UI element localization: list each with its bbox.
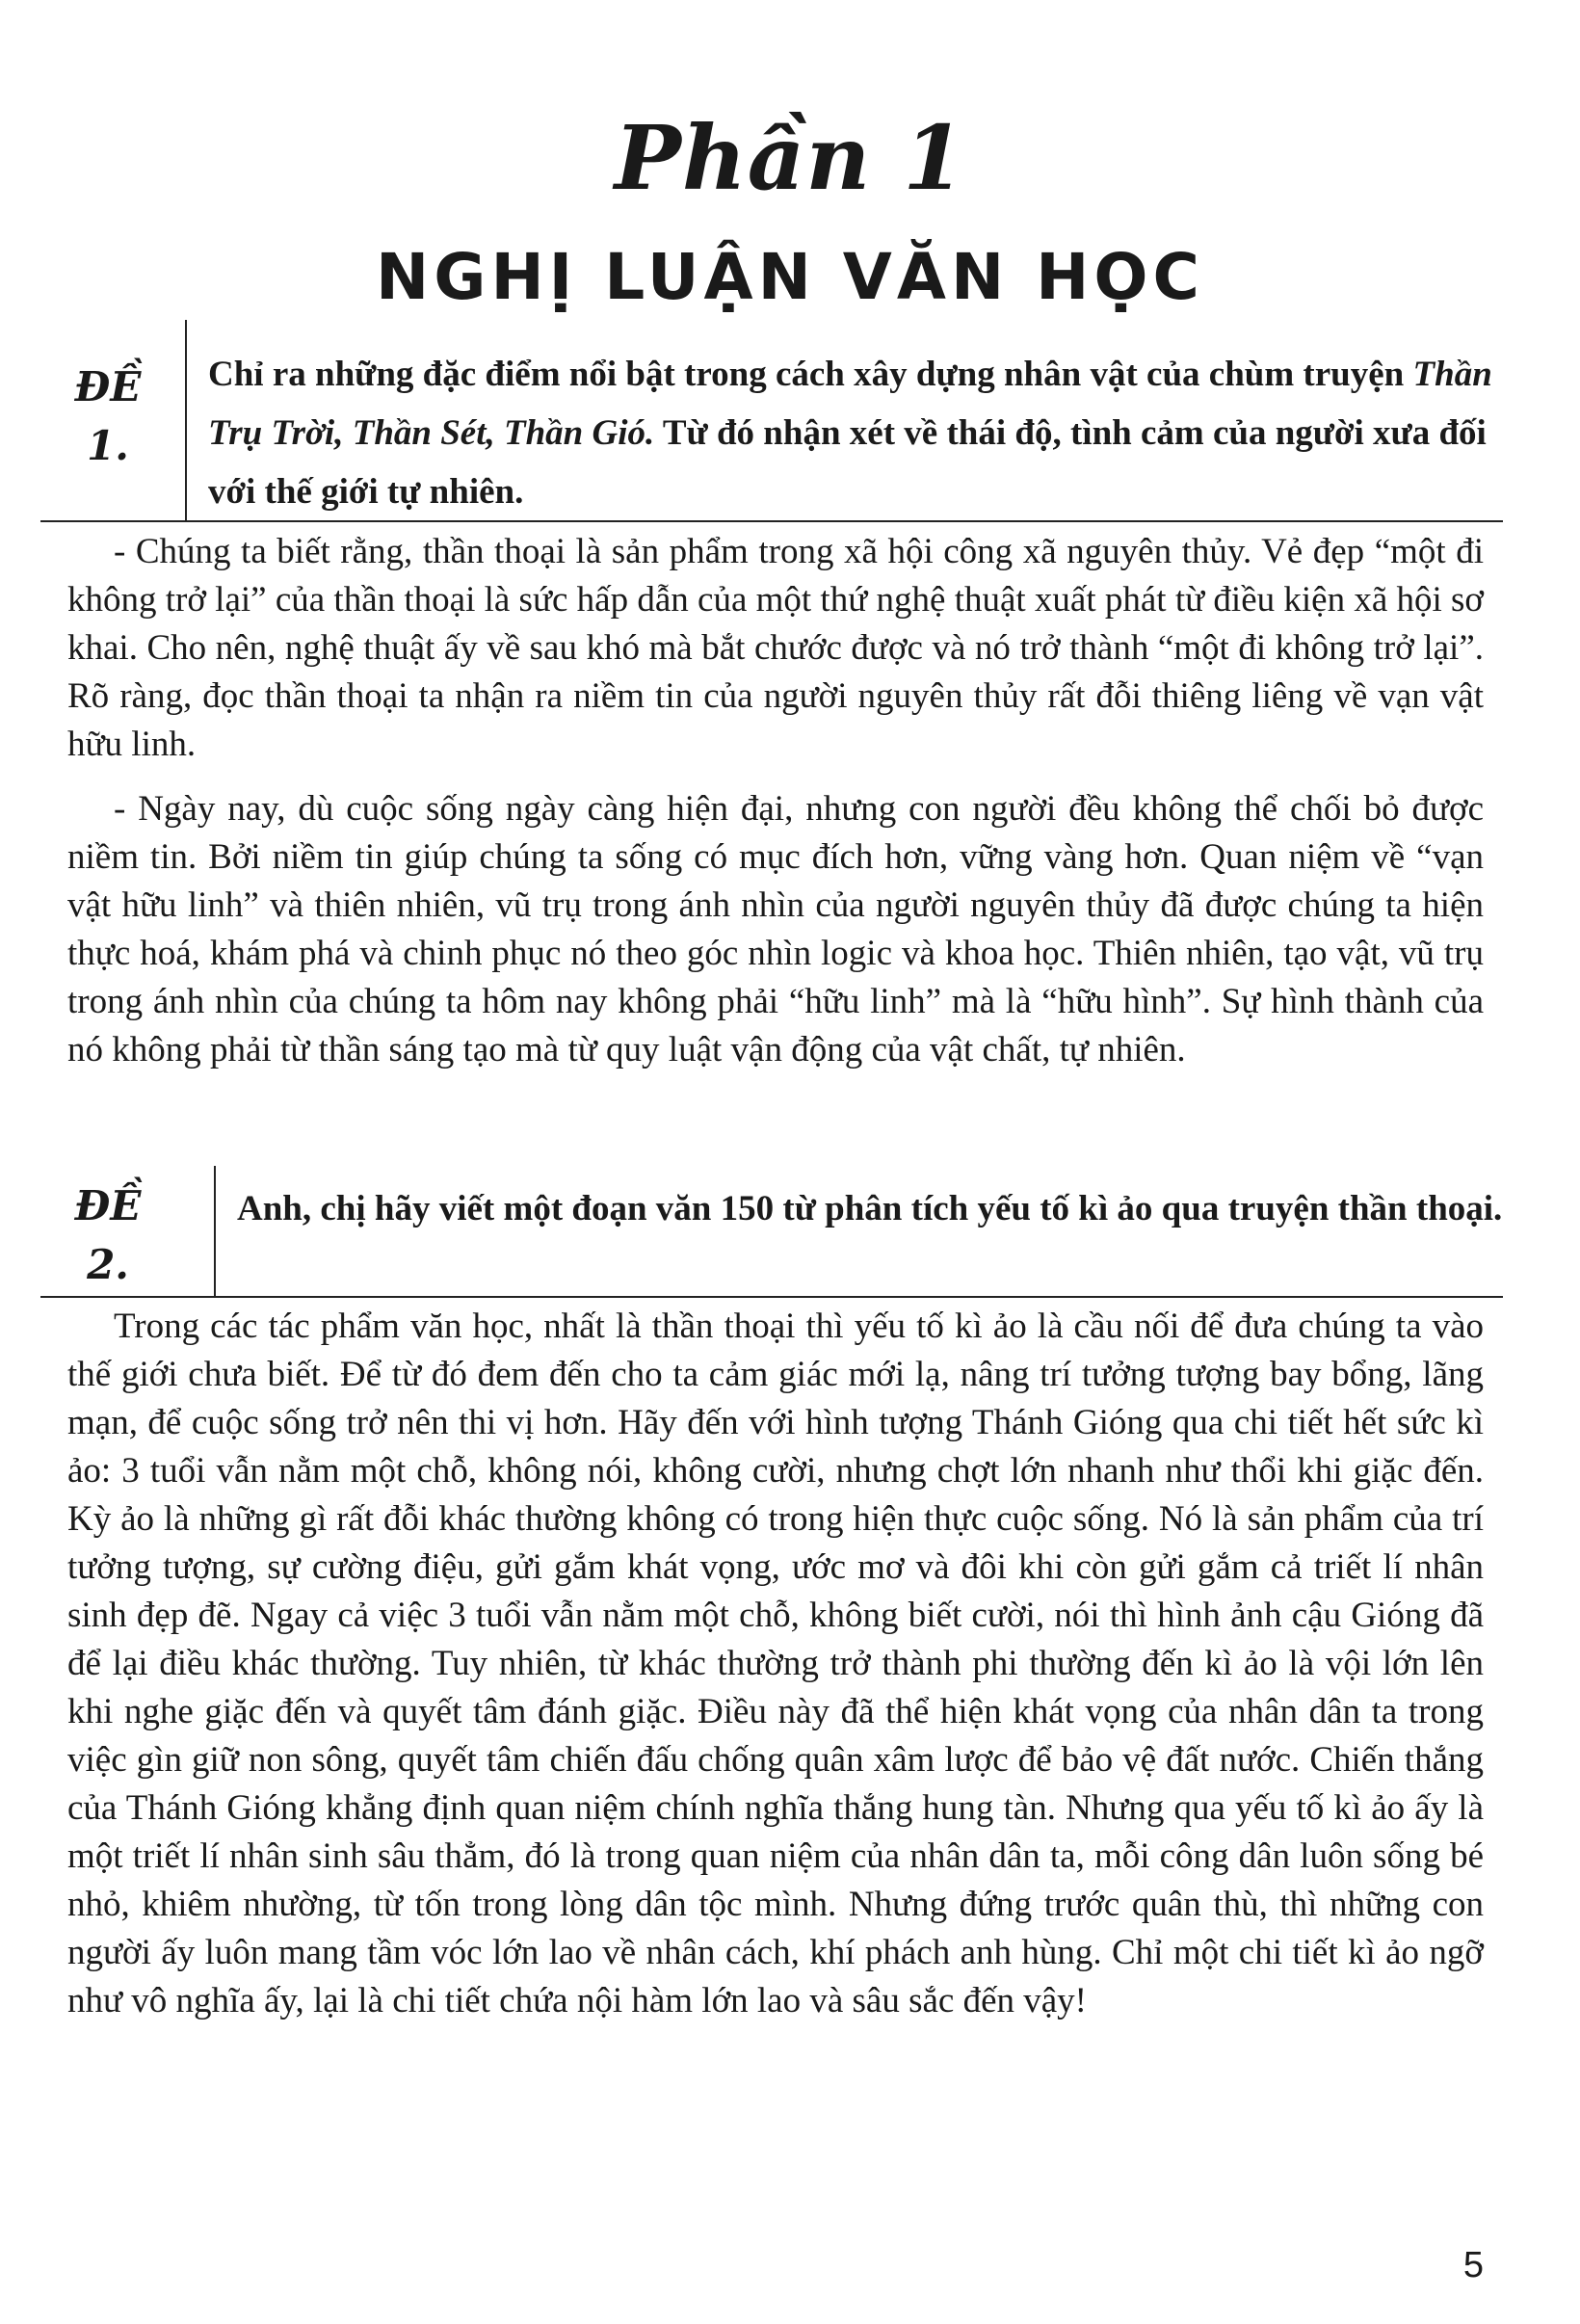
answer-1-paragraph-1: - Chúng ta biết rằng, thần thoại là sản phẩm trong xã hội công xã nguyên thủy. Vẻ đẹp “một đi không trở lại” của thần thoại là sức hấp dẫn của một thứ nghệ thuật xuất phát từ điều kiện xã hội sơ khai. Cho nên, nghệ thuật ấy về sau khó mà bắt chước được và nó trở thành “một đi không trở lại”. Rõ ràng, đọc thần thoại ta nhận ra niềm tin của người nguyên thủy rất đỗi thiêng liêng về vạn vật hữu linh. [67, 532, 1484, 764]
question-label-2-word: ĐỀ [74, 1182, 142, 1229]
part-title: Phần 1 [614, 106, 966, 210]
question-label-1 [40, 320, 175, 520]
question-label-1-word: ĐỀ [74, 363, 142, 410]
question-label-2 [40, 1166, 175, 1296]
question-text-1-start: Chỉ ra những đặc điểm nổi bật trong cách xây dựng nhân vật của chùm truyện [208, 355, 1413, 394]
question-text-1-end: Từ đó nhận xét về thái độ, tình cảm của người xưa đối với thế giới tự nhiên. [208, 413, 1487, 512]
question-label-1-number: 1. [87, 421, 129, 469]
question-block-2 [40, 1166, 1503, 1298]
page-number: 5 [1462, 2245, 1484, 2285]
question-text-1 [185, 320, 1503, 520]
question-block-1 [40, 320, 1503, 522]
question-text-2: Anh, chị hãy viết một đoạn văn 150 từ phân tích yếu tố kì ảo qua truyện thần thoại. [214, 1166, 1503, 1296]
answer-2-paragraph-1: Trong các tác phẩm văn học, nhất là thần thoại thì yếu tố kì ảo là cầu nối để đưa chúng ta vào thế giới chưa biết. Để từ đó đem đến cho ta cảm giác mới lạ, nâng trí tưởng tượng bay bổng, lãng mạn, để cuộc sống trở nên thi vị hơn. Hãy đến với hình tượng Thánh Gióng qua chi tiết hết sức kì ảo: 3 tuổi vẫn nằm một chỗ, không nói, không cười, nhưng chợt lớn nhanh như thổi khi giặc đến. Kỳ ảo là những gì rất đỗi khác thường không có trong hiện thực cuộc sống. Nó là sản phẩm của trí tưởng tượng, sự cường điệu, gửi gắm khát vọng, ước mơ và đôi khi còn gửi gắm cả triết lí nhân sinh đẹp đẽ. Ngay cả việc 3 tuổi vẫn nằm một chỗ, không biết cười, nói thì hình ảnh cậu Gióng đã để lại điều khác thường. Tuy nhiên, từ khác thường trở thành phi thường đến kì ảo là vội lớn lên khi nghe giặc đến và quyết tâm đánh giặc. Điều này đã thể hiện khát vọng của nhân dân ta trong việc gìn giữ non sông, quyết tâm chiến đấu chống quân xâm lược để bảo vệ đất nước. Chiến thắng của Thánh Gióng khẳng định quan niệm chính nghĩa thắng hung tàn. Nhưng qua yếu tố kì ảo ấy là một triết lí nhân sinh sâu thẳm, đó là trong quan niệm của nhân dân ta, mỗi công dân luôn sống bé nhỏ, khiêm nhường, từ tốn trong lòng dân tộc mình. Nhưng đứng trước quân thù, thì những con người ấy luôn mang tầm vóc lớn lao về nhân cách, khí phách anh hùng. Chỉ một chi tiết kì ảo ngỡ như vô nghĩa ấy, lại là chi tiết chứa nội hàm lớn lao và sâu sắc đến vậy! [67, 1307, 1484, 2020]
question-text-1-titles: Thần Trụ Trời, Thần Sét, Thần Gió. [208, 355, 1492, 453]
question-label-2-number: 2. [87, 1240, 129, 1288]
section-title: NGHỊ LUẬN VĂN HỌC [376, 240, 1204, 314]
answer-1-paragraph-2: - Ngày nay, dù cuộc sống ngày càng hiện đại, nhưng con người đều không thể chối bỏ được niềm tin. Bởi niềm tin giúp chúng ta sống có mục đích hơn, vững vàng hơn. Quan niệm về “vạn vật hữu linh” và thiên nhiên, vũ trụ trong ánh nhìn của người nguyên thủy đã được chúng ta hiện thực hoá, khám phá và chinh phục nó theo góc nhìn logic và khoa học. Thiên nhiên, tạo vật, vũ trụ trong ánh nhìn của chúng ta hôm nay không phải “hữu linh” mà là “hữu hình”. Sự hình thành của nó không phải từ thần sáng tạo mà từ quy luật vận động của vật chất, tự nhiên. [67, 789, 1484, 1070]
